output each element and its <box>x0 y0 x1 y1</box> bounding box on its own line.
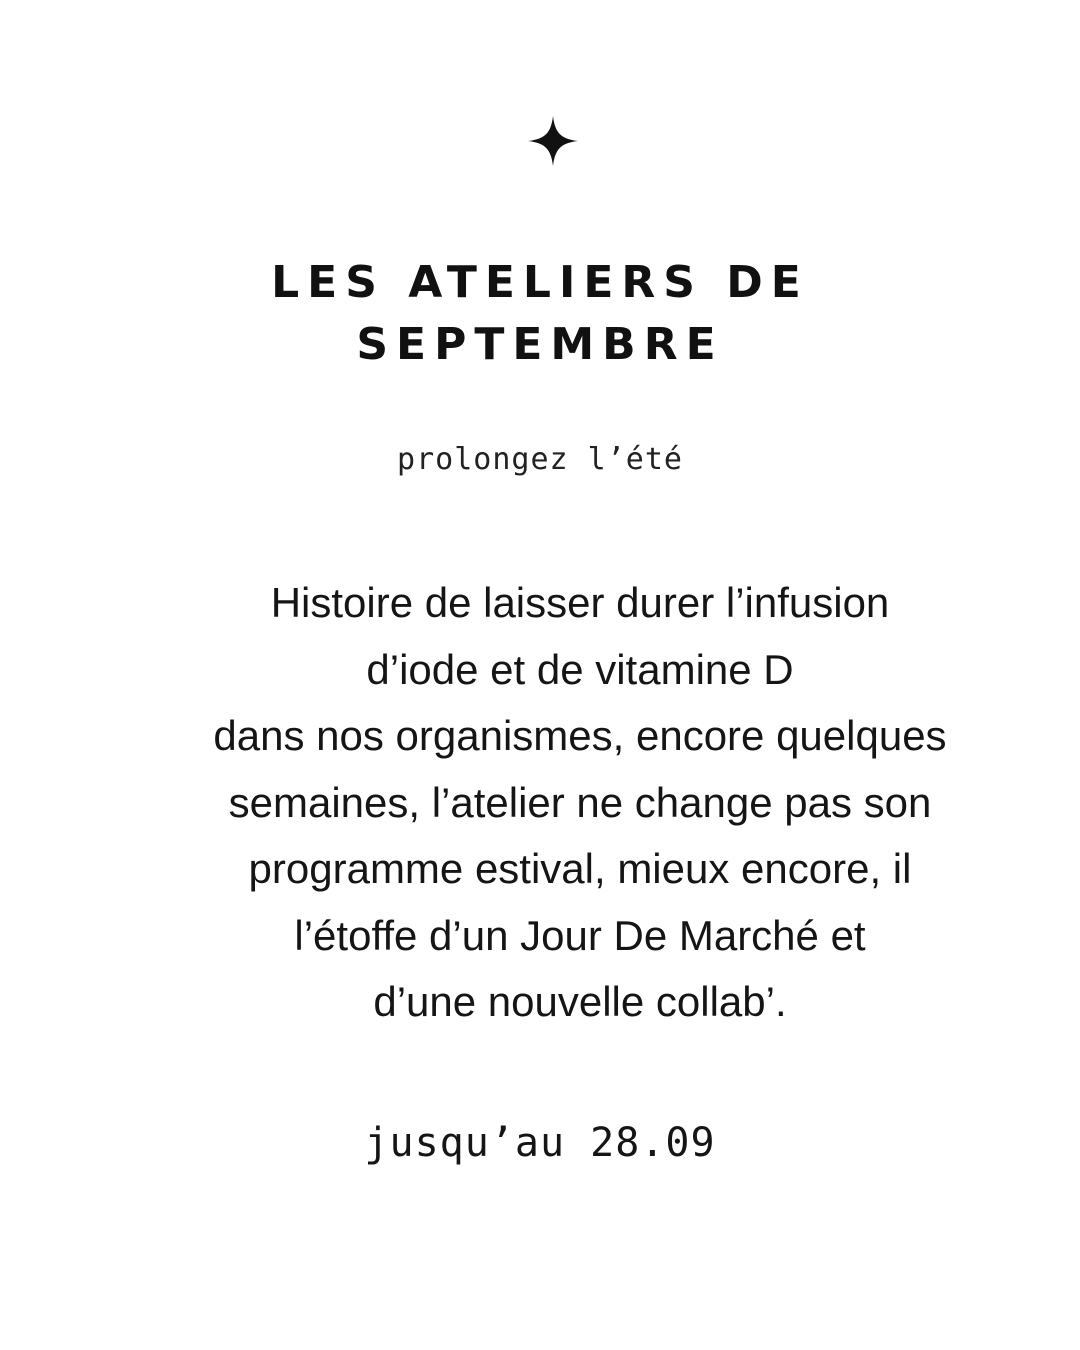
subtitle: prolongez l’été <box>397 442 683 477</box>
title-line-1: LES ATELIERS DE <box>271 257 809 308</box>
body-line: l’étoffe d’un Jour De Marché et <box>294 911 866 959</box>
body-line: d’une nouvelle collab’. <box>373 978 787 1025</box>
end-date: jusqu’au 28.09 <box>364 1120 716 1166</box>
body-line: dans nos organismes, encore quelques <box>213 712 947 759</box>
body-line: programme estival, mieux encore, il <box>248 845 912 892</box>
four-point-star-icon <box>528 116 578 166</box>
body-line: Histoire de laisser durer l’infusion <box>270 579 890 626</box>
page-title <box>0 252 1080 376</box>
body-line: d’iode et de vitamine D <box>366 645 794 693</box>
body-line: semaines, l’atelier ne change pas son <box>228 778 932 826</box>
body-paragraph <box>60 570 1080 1036</box>
title-line-2: SEPTEMBRE <box>356 319 724 370</box>
